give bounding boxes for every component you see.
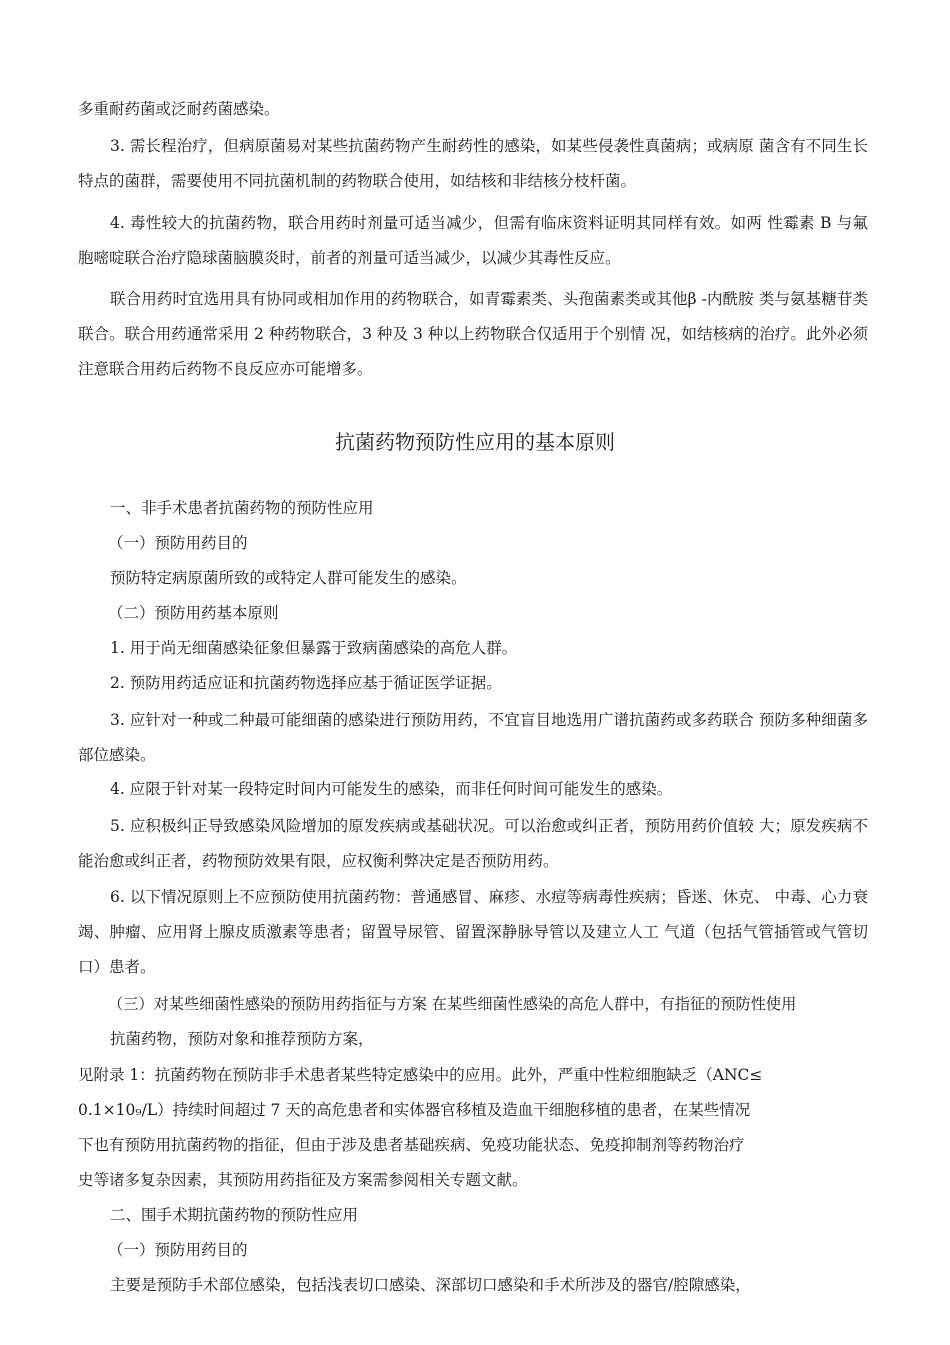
paragraph-item-3: 3. 需长程治疗，但病原菌易对某些抗菌药物产生耐药性的感染，如某些侵袭性真菌病；或病原 菌含有不同生长特点的菌群，需要使用不同抗菌机制的药物联合使用，如结核和非结核分枝杆菌。	[78, 137, 868, 190]
appendix-line-4: 史等诸多复杂因素，其预防用药指征及方案需参阅相关专题文献。	[78, 1171, 528, 1189]
principle-2: 2. 预防用药适应证和抗菌药物选择应基于循证医学证据。	[110, 674, 502, 692]
subheading-purpose-2: （一）预防用药目的	[108, 1241, 248, 1259]
purpose-text: 预防特定病原菌所致的或特定人群可能发生的感染。	[110, 569, 467, 587]
paragraph-combination: 联合用药时宜选用具有协同或相加作用的药物联合，如青霉素类、头孢菌素类或其他β -内酰胺 类与氨基糖苷类联合。联合用药通常采用 2 种药物联合，3 种及 3 种以上药物联合仅适用于个别情 况，如结核病的治疗。此外必须注意联合用药后药物不良反应亦可能增多。	[78, 290, 868, 378]
subheading-purpose: （一）预防用药目的	[108, 534, 248, 552]
paragraph-item-4: 4. 毒性较大的抗菌药物，联合用药时剂量可适当减少，但需有临床资料证明其同样有效。如两 性霉素 B 与氟胞嘧啶联合治疗隐球菌脑膜炎时，前者的剂量可适当减少，以减少其毒性反应。	[78, 214, 868, 267]
appendix-line-1: 见附录 1：抗菌药物在预防非手术患者某些特定感染中的应用。此外，严重中性粒细胞缺乏（ANC≤	[78, 1066, 763, 1084]
specific-infections-line2: 抗菌药物，预防对象和推荐预防方案，	[110, 1030, 374, 1048]
principle-4: 4. 应限于针对某一段特定时间内可能发生的感染，而非任何时间可能发生的感染。	[110, 780, 673, 798]
paragraph-continued: 多重耐药菌或泛耐药菌感染。	[78, 100, 280, 118]
purpose-text-2: 主要是预防手术部位感染，包括浅表切口感染、深部切口感染和手术所涉及的器官/腔隙感染，	[110, 1276, 751, 1294]
principle-1: 1. 用于尚无细菌感染征象但暴露于致病菌感染的高危人群。	[110, 639, 518, 657]
subheading-specific-infections: （三）对某些细菌性感染的预防用药指征与方案 在某些细菌性感染的高危人群中，有指征的预防性使用	[108, 995, 797, 1013]
heading-perioperative: 二、围手术期抗菌药物的预防性应用	[110, 1206, 359, 1224]
principle-6: 6. 以下情况原则上不应预防使用抗菌药物：普通感冒、麻疹、水痘等病毒性疾病；昏迷、休克、 中毒、心力衰竭、肿瘤、应用肾上腺皮质激素等患者；留置导尿管、留置深静脉导管以及建立人工 气道（包括气管插管或气管切口）患者。	[78, 888, 868, 976]
subheading-principles: （二）预防用药基本原则	[108, 604, 279, 622]
appendix-line-2: 0.1×10₉/L）持续时间超过 7 天的高危患者和实体器官移植及造血干细胞移植的患者，在某些情况	[78, 1101, 751, 1119]
principle-3: 3. 应针对一种或二种最可能细菌的感染进行预防用药，不宜盲目地选用广谱抗菌药或多药联合 预防多种细菌多部位感染。	[78, 711, 868, 764]
heading-non-surgical: 一、非手术患者抗菌药物的预防性应用	[110, 499, 374, 517]
section-title: 抗菌药物预防性应用的基本原则	[335, 430, 615, 454]
appendix-line-3: 下也有预防用抗菌药物的指征，但由于涉及患者基础疾病、免疫功能状态、免疫抑制剂等药物治疗	[78, 1136, 745, 1154]
principle-5: 5. 应积极纠正导致感染风险增加的原发疾病或基础状况。可以治愈或纠正者，预防用药价值较 大；原发疾病不能治愈或纠正者，药物预防效果有限，应权衡利弊决定是否预防用药。	[78, 817, 868, 870]
